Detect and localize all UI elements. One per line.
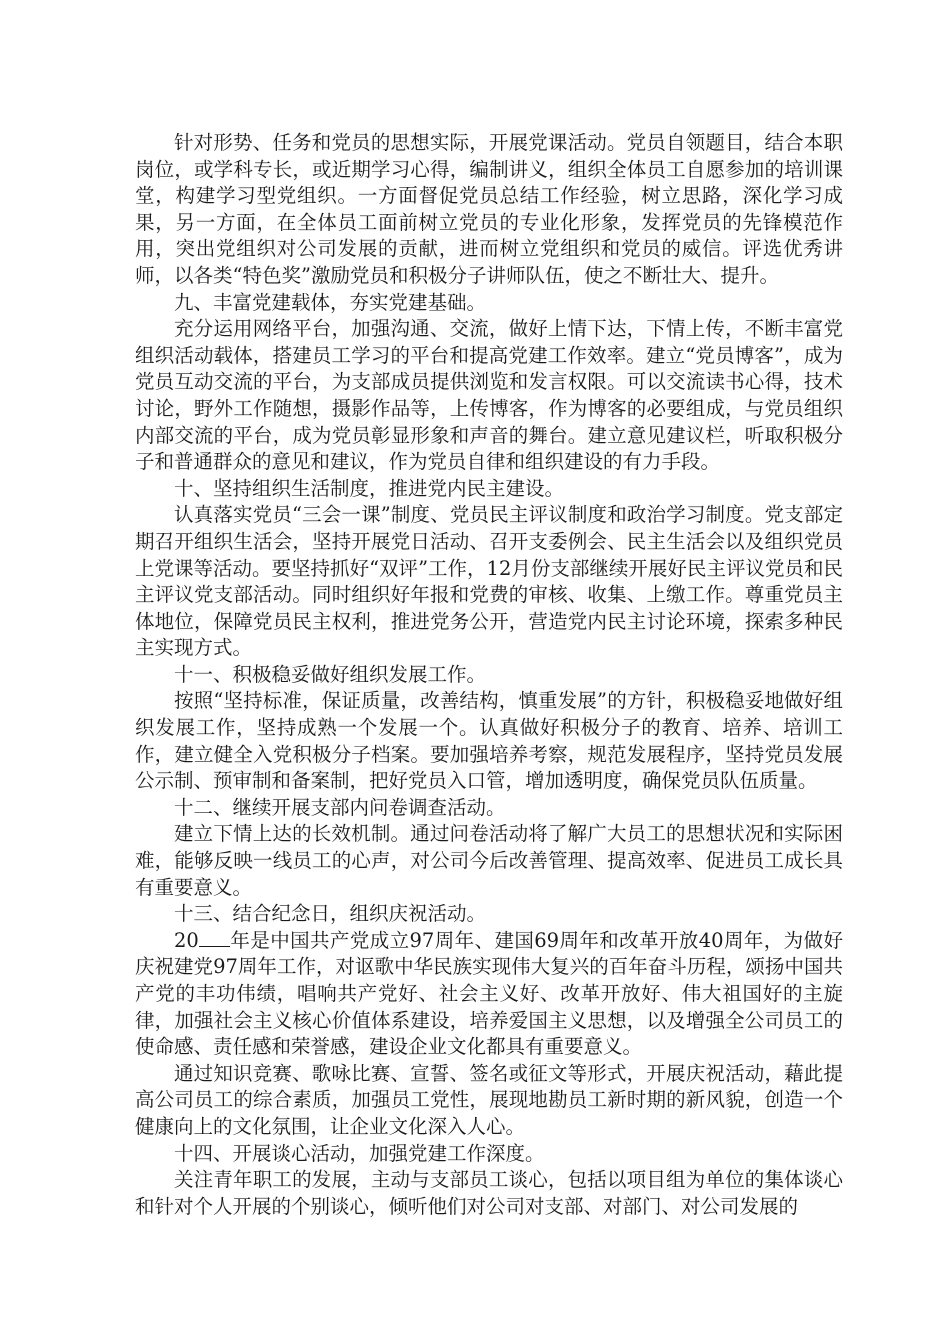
paragraph-body-anniversary [135,928,843,1061]
year-prefix: 20 [174,928,199,952]
paragraph-body: 建立下情上达的长效机制。通过问卷活动将了解广大员工的思想状况和实际困难，能够反映一线员工的心声，对公司今后改善管理、提高效率、促进员工成长具有重要意义。 [135,822,843,899]
paragraph-body: 按照“坚持标准，保证质量，改善结构，慎重发展”的方针，积极稳妥地做好组织发展工作，坚持成熟一个发展一个。认真做好积极分子的教育、培养、培训工作，建立健全入党积极分子档案。要加强培养考察，规范发展程序，坚持党员发展公示制、预审制和备案制，把好党员入口管，增加透明度，确保党员队伍质量。 [135,689,843,793]
paragraph-body: 认真落实党员“三会一课”制度、党员民主评议制度和政治学习制度。党支部定期召开组织生活会，坚持开展党日活动、召开支委例会、民主生活会以及组织党员上党课等活动。要坚持抓好“双评”工作，12月份支部继续开展好民主评议党员和民主评议党支部活动。同时组织好年报和党费的审核、收集、上缴工作。尊重党员主体地位，保障党员民主权利，推进党务公开，营造党内民主讨论环境，探索多种民主实现方式。 [135,503,843,660]
section-heading: 九、丰富党建载体，夯实党建基础。 [174,290,487,314]
section-heading: 十四、开展谈心活动，加强党建工作深度。 [174,1141,545,1165]
section-heading: 十二、继续开展支部内问卷调查活动。 [174,795,506,819]
paragraph-text: 年是中国共产党成立97周年、建国69周年和改革开放40周年，为做好庆祝建党97周年工作，对讴歌中华民族实现伟大复兴的百年奋斗历程，颂扬中国共产党的丰功伟绩，唱响共产党好、社会主义好、改革开放好、伟大祖国好的主旋律，加强社会主义核心价值体系建设，培养爱国主义思想，以及增强全公司员工的使命感、责任感和荣誉感，建设企业文化都具有重要意义。 [135,928,843,1059]
section-heading: 十、坚持组织生活制度，推进党内民主建设。 [174,476,565,500]
section-heading: 十三、结合纪念日，组织庆祝活动。 [174,902,487,926]
year-blank [199,928,230,947]
document-body [135,130,843,1220]
section-heading: 十一、积极稳妥做好组织发展工作。 [174,662,487,686]
paragraph-body: 充分运用网络平台，加强沟通、交流，做好上情下达，下情上传，不断丰富党组织活动载体，搭建员工学习的平台和提高党建工作效率。建立“党员博客”，成为党员互动交流的平台，为支部成员提供浏览和发言权限。可以交流读书心得，技术讨论，野外工作随想，摄影作品等，上传博客，作为博客的必要组成，与党员组织内部交流的平台，成为党员彰显形象和声音的舞台。建立意见建议栏，听取积极分子和普通群众的意见和建议，作为党员自律和组织建设的有力手段。 [135,317,843,474]
paragraph-body: 针对形势、任务和党员的思想实际，开展党课活动。党员自领题目，结合本职岗位，或学科专长，或近期学习心得，编制讲义，组织全体员工自愿参加的培训课堂，构建学习型党组织。一方面督促党员总结工作经验，树立思路，深化学习成果，另一方面，在全体员工面前树立党员的专业化形象，发挥党员的先锋模范作用，突出党组织对公司发展的贡献，进而树立党组织和党员的威信。评选优秀讲师，以各类“特色奖”激励党员和积极分子讲师队伍，使之不断壮大、提升。 [135,131,843,287]
paragraph-body: 通过知识竞赛、歌咏比赛、宣誓、签名或征文等形式，开展庆祝活动，藉此提高公司员工的综合素质，加强员工党性，展现地勘员工新时期的新风貌，创造一个健康向上的文化氛围，让企业文化深入人心。 [135,1061,843,1138]
paragraph-body: 关注青年职工的发展，主动与支部员工谈心，包括以项目组为单位的集体谈心和针对个人开展的个别谈心，倾听他们对公司对支部、对部门、对公司发展的 [135,1168,843,1218]
